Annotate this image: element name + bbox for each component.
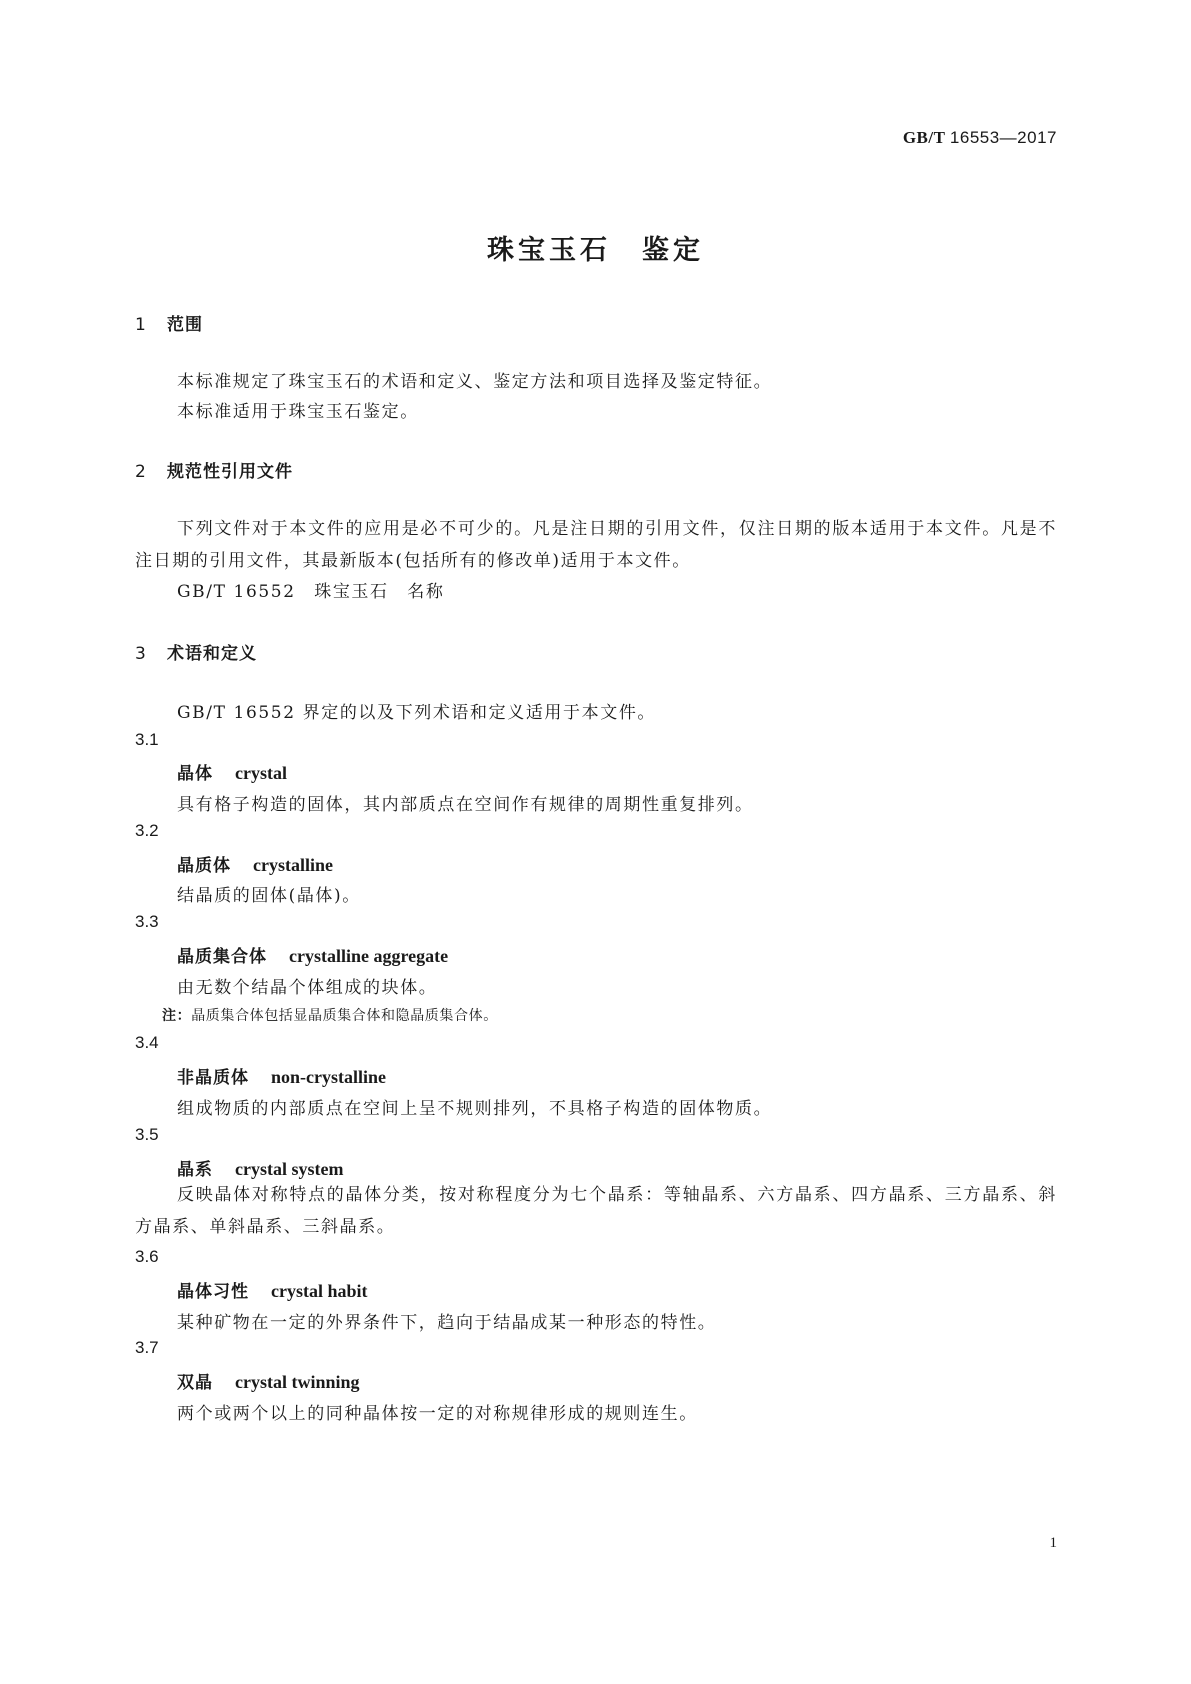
term-definition: 反映晶体对称特点的晶体分类，按对称程度分为七个晶系：等轴晶系、六方晶系、四方晶系、三方晶系、斜方晶系、单斜晶系、三斜晶系。	[135, 1185, 1057, 1237]
term-number: 3.3	[135, 912, 159, 931]
document-title: 珠宝玉石 鉴定	[487, 235, 704, 266]
section-number: 1	[135, 315, 147, 335]
term-name-en: crystal habit	[271, 1281, 368, 1301]
standard-code-prefix: GB/T	[902, 128, 946, 147]
term-number: 3.5	[135, 1125, 159, 1144]
term-number: 3.2	[135, 821, 159, 840]
term-definition: 具有格子构造的固体，其内部质点在空间作有规律的周期性重复排列。	[177, 795, 754, 815]
term-name	[177, 1155, 343, 1180]
term-name	[177, 1368, 360, 1393]
term-definition: 某种矿物在一定的外界条件下，趋向于结晶成某一种形态的特性。	[177, 1313, 717, 1333]
paragraph: 本标准规定了珠宝玉石的术语和定义、鉴定方法和项目选择及鉴定特征。	[177, 372, 773, 392]
paragraph: 本标准适用于珠宝玉石鉴定。	[177, 402, 419, 422]
term-name-zh: 非晶质体	[177, 1068, 249, 1088]
normative-reference: GB/T 16552 珠宝玉石 名称	[177, 582, 445, 602]
section-number: 3	[135, 644, 147, 664]
term-definition: 结晶质的固体(晶体)。	[177, 886, 361, 906]
term-name	[177, 1277, 368, 1302]
note-label: 注：	[162, 1008, 192, 1024]
term-name-en: crystalline aggregate	[289, 946, 449, 966]
term-name-en: crystal	[235, 763, 287, 783]
page-number: 1	[1049, 1535, 1057, 1551]
term-name-en: crystalline	[253, 855, 333, 875]
section-title: 规范性引用文件	[167, 462, 293, 482]
term-name-zh: 晶体习性	[177, 1282, 249, 1302]
term-name-en: crystal system	[235, 1159, 344, 1179]
term-name	[177, 759, 287, 784]
term-note	[162, 1005, 498, 1025]
term-name-zh: 晶系	[177, 1160, 213, 1180]
paragraph: GB/T 16552 界定的以及下列术语和定义适用于本文件。	[177, 703, 657, 723]
term-name	[177, 942, 448, 967]
term-definition: 由无数个结晶个体组成的块体。	[177, 978, 438, 998]
term-number: 3.7	[135, 1338, 159, 1357]
term-definition: 两个或两个以上的同种晶体按一定的对称规律形成的规则连生。	[177, 1404, 698, 1424]
section-1-heading	[135, 310, 203, 335]
section-number: 2	[135, 462, 147, 482]
term-number: 3.4	[135, 1033, 159, 1052]
term-definition: 组成物质的内部质点在空间上呈不规则排列，不具格子构造的固体物质。	[177, 1099, 773, 1119]
term-name	[177, 1063, 386, 1088]
standard-code	[903, 128, 1057, 148]
term-name-zh: 晶质集合体	[177, 947, 267, 967]
term-name-en: crystal twinning	[235, 1372, 360, 1392]
section-2-heading	[135, 457, 293, 482]
term-name	[177, 851, 333, 876]
term-number: 3.6	[135, 1247, 159, 1266]
term-name-en: non-crystalline	[271, 1067, 386, 1087]
note-text: 晶质集合体包括显晶质集合体和隐晶质集合体。	[191, 1008, 498, 1024]
term-name-zh: 晶质体	[177, 856, 231, 876]
section-3-heading	[135, 639, 257, 664]
term-number: 3.1	[135, 730, 159, 749]
standard-code-number: 16553—2017	[949, 128, 1057, 147]
term-name-zh: 晶体	[177, 764, 213, 784]
paragraph: 下列文件对于本文件的应用是必不可少的。凡是注日期的引用文件，仅注日期的版本适用于本文件。凡是不注日期的引用文件，其最新版本(包括所有的修改单)适用于本文件。	[135, 519, 1057, 571]
term-name-zh: 双晶	[177, 1373, 213, 1393]
section-title: 术语和定义	[167, 644, 257, 664]
section-title: 范围	[167, 315, 203, 335]
